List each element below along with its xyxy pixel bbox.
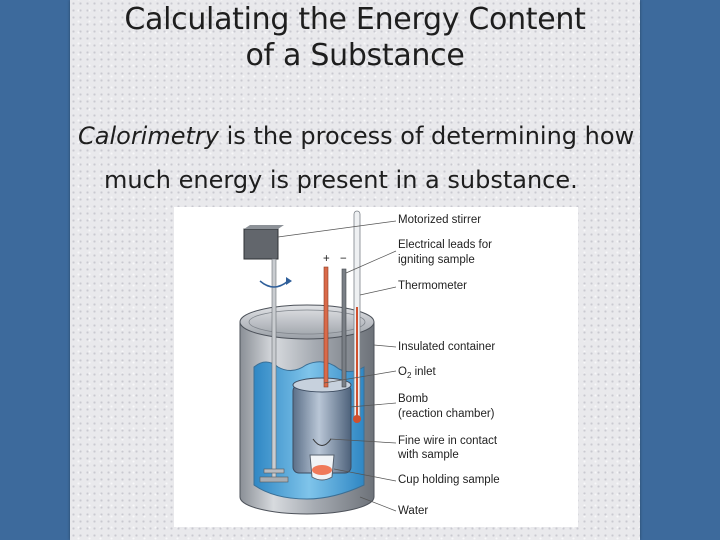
label-electrical-leads-1: Electrical leads for bbox=[398, 239, 492, 251]
minus-terminal: − bbox=[340, 253, 347, 265]
body-line-1-rest: is the process of determining how bbox=[218, 122, 635, 150]
label-insulated-container: Insulated container bbox=[398, 341, 496, 353]
slide-title bbox=[70, 2, 640, 74]
label-water: Water bbox=[398, 505, 429, 517]
label-fine-wire-1: Fine wire in contact bbox=[398, 435, 498, 447]
body-line-2: much energy is present in a substance. bbox=[104, 166, 578, 194]
term-calorimetry: Calorimetry bbox=[78, 122, 219, 150]
label-o2-rest: inlet bbox=[411, 366, 436, 378]
body-line-1 bbox=[78, 122, 634, 150]
label-cup-holding-sample: Cup holding sample bbox=[398, 474, 500, 486]
label-electrical-leads-2: igniting sample bbox=[398, 254, 475, 266]
plus-terminal: + bbox=[323, 253, 330, 265]
label-fine-wire-2: with sample bbox=[398, 449, 459, 461]
label-o2: O bbox=[398, 366, 407, 378]
label-bomb-2: (reaction chamber) bbox=[398, 408, 495, 420]
title-line-1: Calculating the Energy Content bbox=[124, 2, 586, 37]
calorimeter-svg bbox=[174, 207, 578, 527]
label-bomb-1: Bomb bbox=[398, 393, 429, 405]
slide bbox=[70, 0, 640, 540]
label-o2-subscript: 2 bbox=[406, 371, 412, 380]
calorimeter-diagram bbox=[174, 207, 578, 527]
label-o2-inlet bbox=[398, 366, 437, 380]
label-thermometer: Thermometer bbox=[398, 280, 468, 292]
title-line-2: of a Substance bbox=[245, 38, 465, 73]
label-motorized-stirrer: Motorized stirrer bbox=[398, 214, 482, 226]
